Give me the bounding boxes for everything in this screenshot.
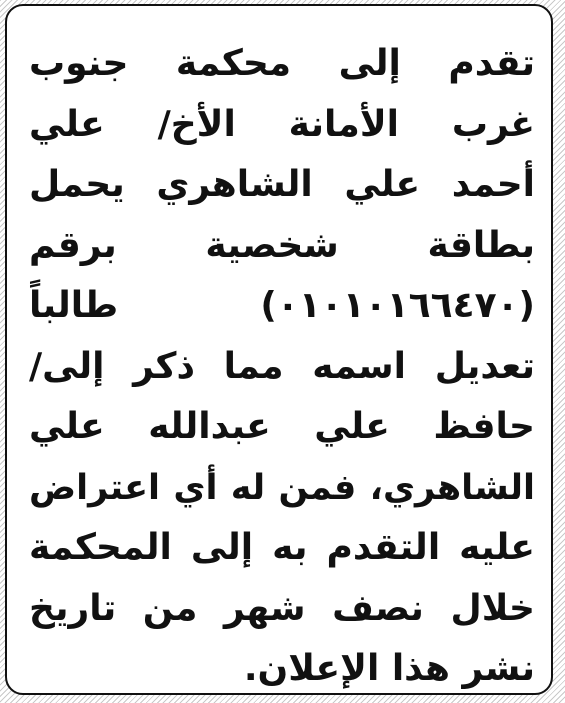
notice-line-10: خلال نصف شهر من تاريخ xyxy=(29,587,535,629)
notice-line-3: أحمد علي الشاهري يحمل xyxy=(29,164,535,205)
notice-line-8: الشاهري، فمن له أي اعتراض xyxy=(29,467,535,508)
notice-line-6: تعديل اسمه مما ذكر إلى/ xyxy=(29,345,535,387)
notice-line-11: نشر هذا الإعلان. xyxy=(243,648,535,689)
notice-line-2: غرب الأمانة الأخ/ علي xyxy=(29,103,535,145)
notice-line-4: بطاقة شخصية برقم xyxy=(29,224,535,266)
notice-text xyxy=(29,34,535,700)
notice-line-9: عليه التقدم به إلى المحكمة xyxy=(29,527,535,568)
notice-line-5: (٠١٠١٠١٦٦٤٧٠) طالباً xyxy=(29,285,535,326)
notice-line-1: تقدم إلى محكمة جنوب xyxy=(29,43,535,84)
notice-line-7: حافظ علي عبدالله علي xyxy=(29,406,535,447)
notice-box xyxy=(5,4,553,695)
